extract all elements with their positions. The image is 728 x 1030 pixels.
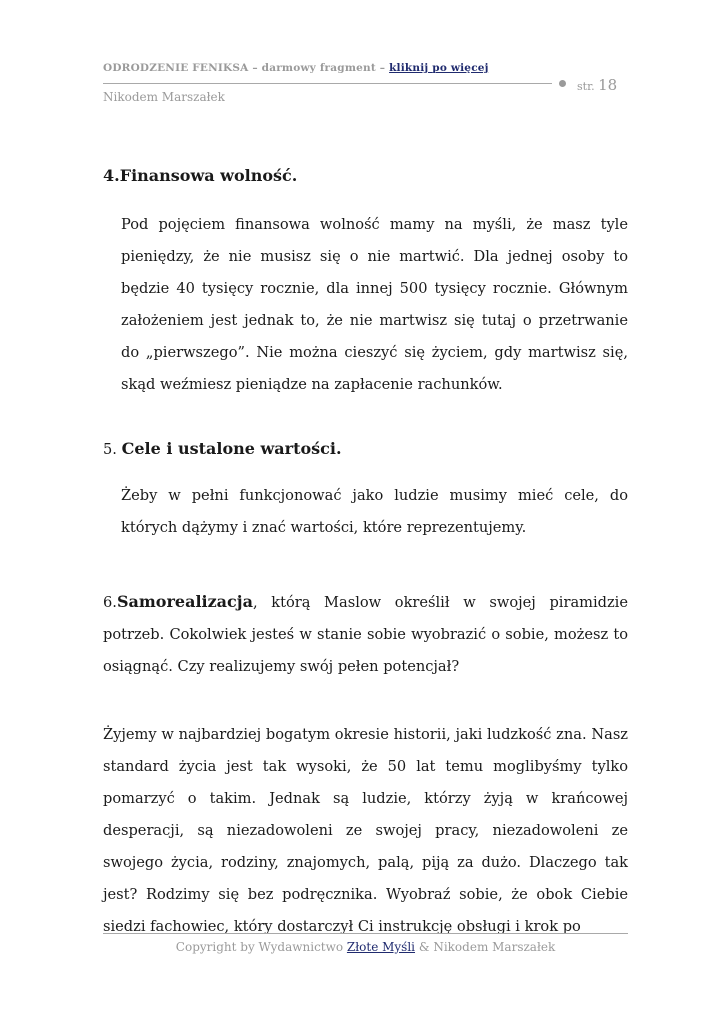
- section-title: Cele i ustalone wartości.: [121, 439, 342, 458]
- section-heading-goals-values: [103, 437, 628, 462]
- page-number: [577, 76, 617, 94]
- footer-copyright: [103, 940, 628, 954]
- section-number: 6.: [103, 594, 117, 611]
- footer-prefix: Copyright by Wydawnictwo: [175, 940, 347, 954]
- section-title: Finansowa wolność.: [119, 166, 298, 185]
- header-divider: [103, 83, 552, 84]
- page-footer: [103, 933, 628, 954]
- more-info-link[interactable]: kliknij po więcej: [389, 62, 489, 74]
- section-number: 5.: [103, 441, 122, 458]
- header-title-text: ODRODZENIE FENIKSA – darmowy fragment –: [103, 62, 390, 74]
- publisher-link[interactable]: Złote Myśli: [346, 940, 416, 954]
- section-heading-financial-freedom: [103, 164, 628, 188]
- footer-divider: [103, 933, 628, 934]
- section-number: 4.: [103, 166, 120, 185]
- header-author: Nikodem Marszałek: [103, 90, 225, 104]
- section-title: Samorealizacja: [116, 592, 253, 611]
- page-header: [103, 62, 628, 104]
- section-paragraph-goals-values: Żeby w pełni funkcjonować jako ludzie musimy mieć cele, do których dążymy i znać wartości, które reprezentujemy.: [121, 487, 628, 536]
- section-text: , którą Maslow określił w swojej piramidzie potrzeb. Cokolwiek jesteś w stanie sobie wyobrazić o sobie, możesz to osiągnąć. Czy realizujemy swój pełen potencjał?: [103, 594, 628, 675]
- page-number-label: str.: [577, 80, 599, 93]
- closing-paragraph: Żyjemy w najbardziej bogatym okresie historii, jaki ludzkość zna. Nasz standard życia jest tak wysoki, że 50 lat temu moglibyśmy tylko pomarzyć o takim. Jednak są ludzie, którzy żyją w krańcowej desperacji, są niezadowoleni ze swojej pracy, niezadowoleni ze swojego życia, rodziny, znajomych, palą, piją za dużo. Dlaczego tak jest? Rodzimy się bez podręcznika. Wyobraź sobie, że obok Ciebie siedzi fachowiec, który dostarczył Ci instrukcję obsługi i krok po: [103, 726, 628, 935]
- bullet-dot-icon: [559, 80, 566, 87]
- header-title: [103, 62, 628, 74]
- footer-suffix: & Nikodem Marszałek: [415, 940, 556, 954]
- section-paragraph-financial-freedom: Pod pojęciem finansowa wolność mamy na myśli, że masz tyle pieniędzy, że nie musisz się o nie martwić. Dla jednej osoby to będzie 40 tysięcy rocznie, dla innej 500 tysięcy rocznie. Głównym założeniem jest jednak to, że nie martwisz się tutaj o przetrwanie do „pierwszego”. Nie można cieszyć się życiem, gdy martwisz się, skąd weźmiesz pieniądze na zapłacenie rachunków.: [121, 216, 628, 393]
- page-content: [103, 160, 628, 943]
- page-number-value: 18: [598, 76, 618, 94]
- section-paragraph-self-realization: [103, 586, 628, 683]
